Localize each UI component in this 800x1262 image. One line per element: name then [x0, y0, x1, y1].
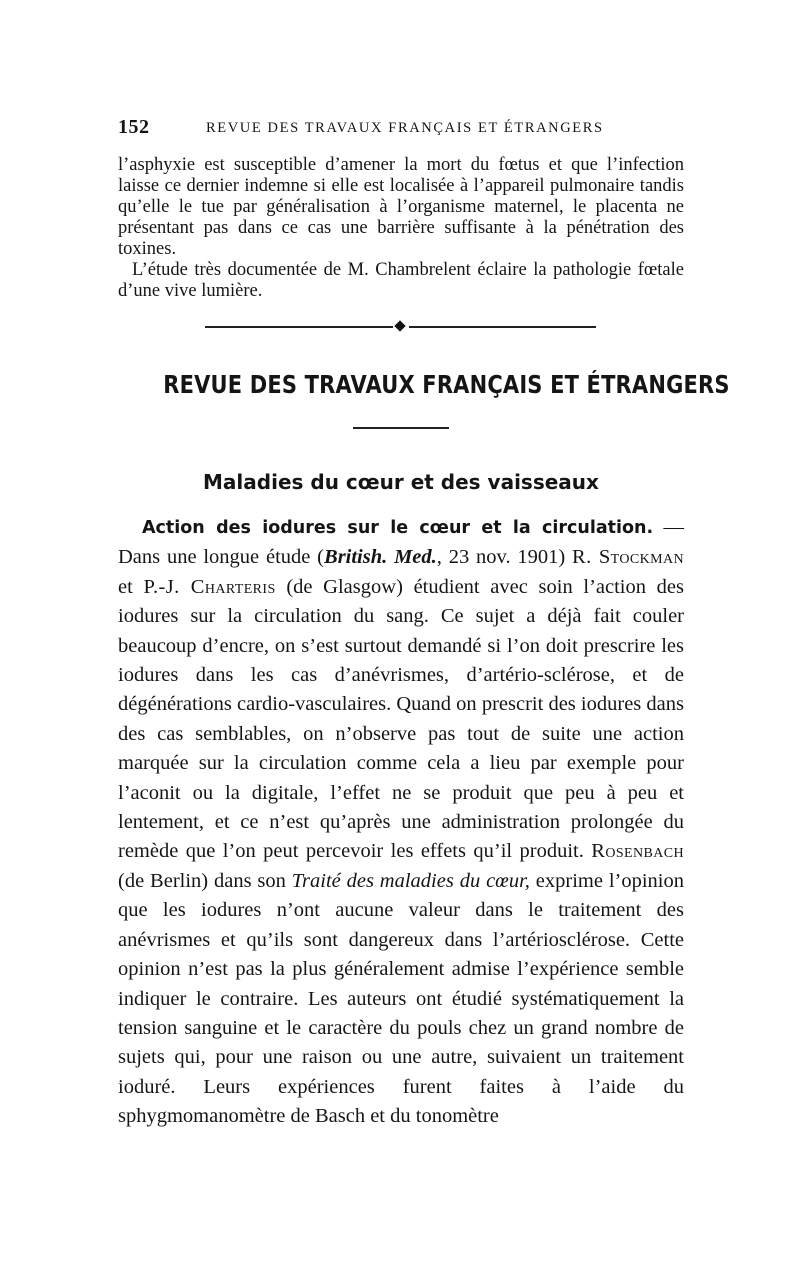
article-paragraph: Action des iodures sur le cœur et la circulation. — Dans une longue étude (British. Med., 23 nov. 1901) R. Stockman et P.-J. Charteris (de Glasgow) étudient avec soin l’action des iodures sur la circulation du sang. Ce sujet a déjà fait couler beaucoup d’encre, on s’est surtout demandé si l’on doit prescrire les iodures dans les cas d’anévrismes, d’artério-sclérose, et de dégénérations cardio-vasculaires. Quand on prescrit des iodures dans des cas semblables, on n’observe pas tout de suite une action marquée sur la circulation comme cela a lieu par exemple pour l’aconit ou la digitale, l’effet ne se produit que peu à peu et lentement, et ce n’est qu’après une administration prolongée du remède que l’on peut percevoir les effets qu’il produit. Rosenbach (de Berlin) dans son Traité des maladies du cœur, exprime l’opinion que les iodures n’ont aucune valeur dans le traitement des anévrismes et qu’ils sont dangereux dans l’artériosclérose. Cette opinion n’est pas la plus généralement admise l’expérience semble indiquer le contraire. Les auteurs ont étudié systématiquement la tension sanguine et le caractère du pouls chez un grand nombre de sujets qui, pour une raison ou une autre, suivaient un traitement ioduré. Leurs expériences furent faites à l’aide du sphygmomanomètre de Basch et du tonomètre: [118, 516, 685, 1128]
page-number: 152: [118, 116, 150, 138]
sub-heading: Maladies du cœur et des vaisseaux: [203, 470, 599, 494]
divider-rule: [353, 427, 449, 429]
running-header: [118, 116, 684, 140]
journal-citation: British. Med.: [324, 546, 437, 569]
article-body: [118, 513, 684, 1132]
diamond-ornament-icon: [394, 320, 405, 331]
section-heading: REVUE DES TRAVAUX FRANÇAIS ET ÉTRANGERS: [163, 370, 730, 399]
book-title: Traité des maladies du cœur,: [291, 869, 530, 892]
ornamental-divider: [205, 321, 596, 333]
author-name: R. Stockman: [572, 546, 684, 569]
paragraph: L’étude très documentée de M. Chambrelent éclaire la pathologie fœtale d’une vive lumière.: [118, 260, 684, 301]
author-name: Rosenbach: [591, 840, 684, 863]
previous-article-conclusion: [118, 155, 684, 302]
paragraph: l’asphyxie est susceptible d’amener la mort du fœtus et que l’infection laisse ce dernier indemne si elle est localisée à l’appareil pulmonaire tandis qu’elle le tue par généralisation à l’organisme maternel, le placenta ne présentant pas dans ce cas une barrière suffisante à la pénétration des toxines.: [118, 155, 684, 259]
article-title: Action des iodures sur le cœur et la circulation.: [142, 518, 654, 538]
author-name: P.-J. Charteris: [143, 575, 276, 598]
running-title: REVUE DES TRAVAUX FRANÇAIS ET ÉTRANGERS: [206, 120, 604, 136]
